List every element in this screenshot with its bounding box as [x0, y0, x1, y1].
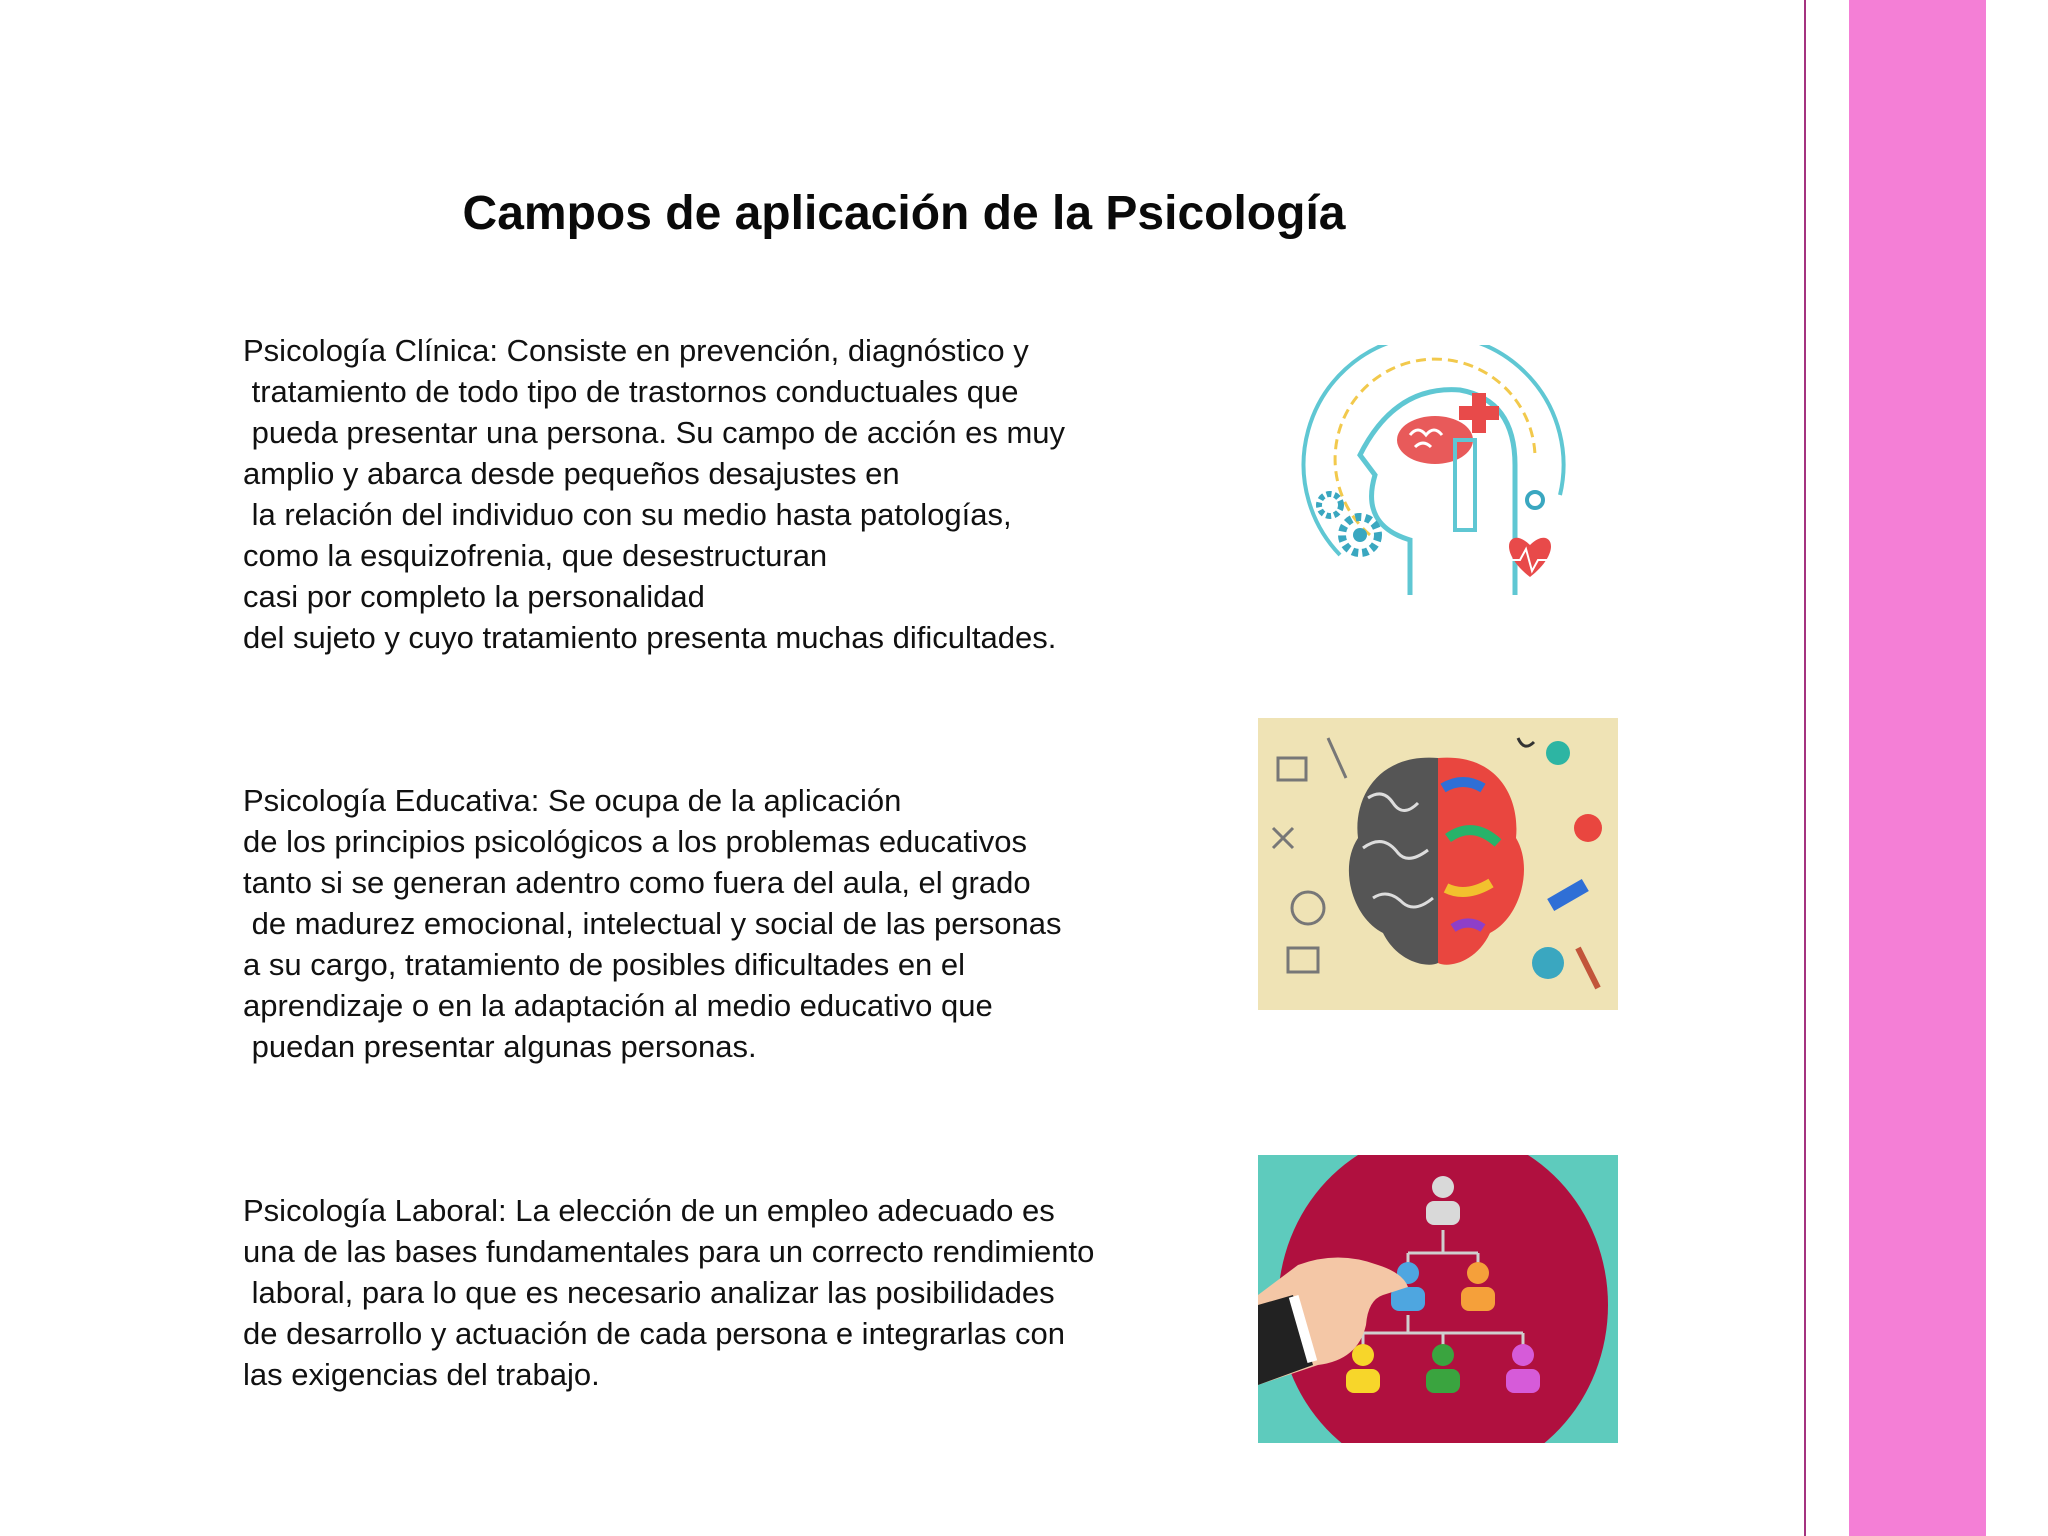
text-line: de los principios psicológicos a los problemas educativos [243, 824, 1028, 859]
page-title: Campos de aplicación de la Psicología [462, 187, 1346, 240]
text-line: casi por completo la personalidad [243, 579, 705, 614]
text-line: tanto si se generan adentro como fuera del aula, el grado [243, 865, 1031, 900]
text-line: pueda presentar una persona. Su campo de acción es muy [243, 415, 1066, 450]
text-line: las exigencias del trabajo. [243, 1357, 600, 1392]
text-line: tratamiento de todo tipo de trastornos conductuales que [243, 374, 1019, 409]
text-line: a su cargo, tratamiento de posibles dificultades en el [243, 947, 966, 982]
text-line: de madurez emocional, intelectual y social de las personas [243, 906, 1062, 941]
section-educativa-text [243, 780, 1203, 1067]
text-line: Psicología Clínica: Consiste en prevención, diagnóstico y [243, 333, 1029, 368]
section-laboral-text [243, 1190, 1203, 1395]
text-line: laboral, para lo que es necesario analizar las posibilidades [243, 1275, 1055, 1310]
brain-hemispheres-illustration [1258, 718, 1618, 1010]
text-line: una de las bases fundamentales para un correcto rendimiento [243, 1234, 1095, 1269]
text-line: del sujeto y cuyo tratamiento presenta muchas dificultades. [243, 620, 1057, 655]
pink-side-bar [1849, 0, 1986, 1536]
text-line: aprendizaje o en la adaptación al medio educativo que [243, 988, 993, 1023]
text-line: la relación del individuo con su medio hasta patologías, [243, 497, 1012, 532]
text-line: amplio y abarca desde pequeños desajustes en [243, 456, 900, 491]
text-line: como la esquizofrenia, que desestructuran [243, 538, 828, 573]
text-line: de desarrollo y actuación de cada persona e integrarlas con [243, 1316, 1066, 1351]
org-chart-hand-illustration [1258, 1155, 1618, 1443]
head-brain-illustration [1300, 345, 1600, 615]
text-line: puedan presentar algunas personas. [243, 1029, 757, 1064]
section-clinica-text [243, 330, 1203, 658]
text-line: Psicología Laboral: La elección de un empleo adecuado es [243, 1193, 1055, 1228]
text-line: Psicología Educativa: Se ocupa de la aplicación [243, 783, 902, 818]
